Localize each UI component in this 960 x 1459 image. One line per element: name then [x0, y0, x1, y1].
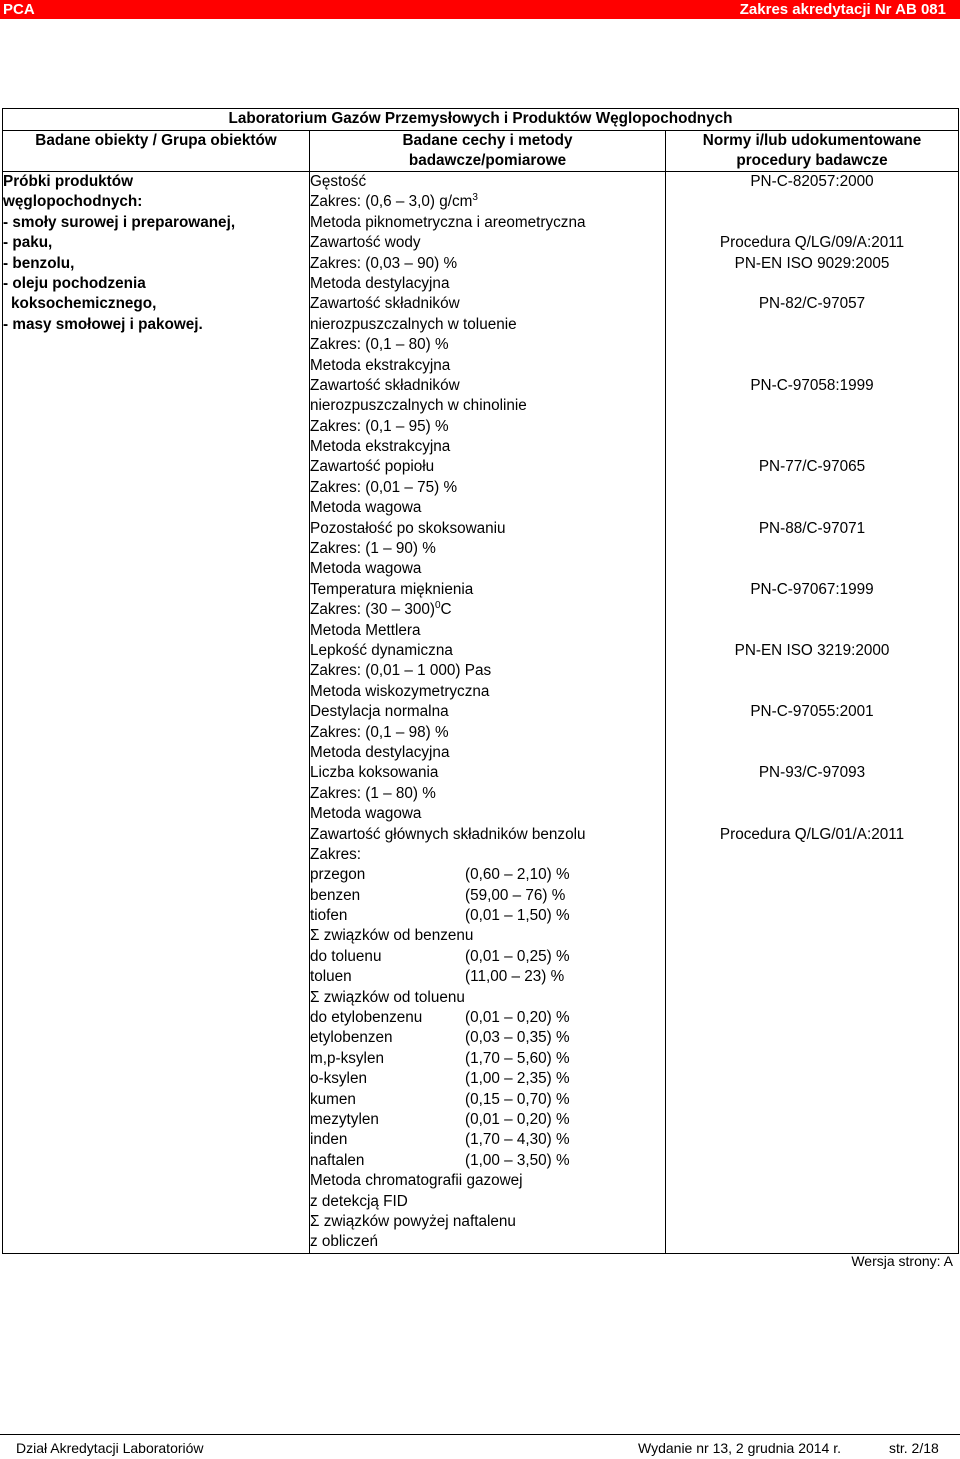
method-text: Temperatura mięknienia — [310, 580, 474, 598]
method-text: Zakres: (1 – 90) % — [310, 540, 436, 558]
method-text: Metoda wagowa — [310, 499, 422, 517]
method-line — [310, 539, 665, 559]
col-header-objects: Badane obiekty / Grupa obiektów — [3, 131, 310, 172]
method-line — [310, 172, 665, 192]
method-text: Zawartość składników — [310, 376, 460, 394]
norm-spacer — [666, 437, 958, 457]
norm-reference: PN-C-82057:2000 — [750, 173, 874, 190]
component-name: Σ związków od benzenu — [310, 927, 474, 945]
object-line: węglopochodnych: — [3, 193, 143, 211]
benzol-zakres: Zakres: — [310, 845, 361, 863]
norm-spacer — [666, 804, 958, 824]
norm-spacer — [666, 682, 958, 702]
norm-spacer — [666, 723, 958, 743]
benzol-component — [310, 1130, 665, 1150]
method-line — [310, 274, 665, 294]
norm-spacer — [666, 621, 958, 641]
method-line — [310, 315, 665, 335]
component-name: tiofen — [310, 907, 348, 925]
method-text: Zawartość składników — [310, 295, 460, 313]
method-text: Zakres: (1 – 80) % — [310, 784, 436, 802]
norm-spacer — [666, 335, 958, 355]
method-text: Metoda Mettlera — [310, 621, 421, 639]
benzol-title: Zawartość głównych składników benzolu — [310, 825, 586, 843]
method-line — [310, 478, 665, 498]
norm-reference: PN-93/C-97093 — [758, 764, 866, 782]
benzol-component — [310, 1049, 665, 1069]
header-right-label: Zakres akredytacji Nr AB 081 — [739, 1, 946, 18]
benzol-method-line: Metoda chromatografii gazowej — [310, 1172, 523, 1190]
col-header-methods — [310, 131, 666, 172]
method-line — [310, 213, 665, 233]
unit-suffix: C — [440, 601, 452, 619]
component-range: (1,00 – 3,50) % — [465, 1151, 570, 1169]
method-line — [310, 396, 665, 416]
method-line — [310, 559, 665, 579]
method-line — [310, 356, 665, 376]
component-name: Σ związków od toluenu — [310, 988, 465, 1006]
component-range: (0,60 – 2,10) % — [465, 866, 570, 884]
object-line: koksochemicznego, — [11, 295, 157, 313]
object-line: - paku, — [3, 234, 53, 252]
component-name: benzen — [310, 886, 361, 904]
col-header-norms — [666, 131, 959, 172]
method-line — [310, 335, 665, 355]
method-line — [310, 682, 665, 702]
benzol-component — [310, 1151, 665, 1171]
benzol-component — [310, 1110, 665, 1130]
norm-reference: Procedura Q/LG/01/A:2011 — [719, 825, 905, 843]
norm-reference: PN-C-97058:1999 — [750, 376, 874, 394]
benzol-component — [310, 1069, 665, 1089]
method-line — [310, 804, 665, 824]
object-line: - oleju pochodzenia — [3, 275, 146, 293]
method-text: Metoda destylacyjna — [310, 274, 450, 292]
norm-spacer — [666, 274, 958, 294]
norm-reference: PN-EN ISO 3219:2000 — [734, 641, 890, 659]
method-text: nierozpuszczalnych w toluenie — [310, 315, 517, 333]
benzol-component — [310, 1008, 665, 1028]
component-name: mezytylen — [310, 1110, 379, 1128]
footer-left: Dział Akredytacji Laboratoriów — [16, 1440, 204, 1456]
norm-spacer — [666, 784, 958, 804]
col-header-norms-line1: Normy i/lub udokumentowane — [702, 132, 922, 149]
object-line: Próbki produktów — [3, 173, 134, 190]
page-header-bar — [0, 0, 960, 19]
component-range: (11,00 – 23) % — [465, 968, 565, 986]
component-range: (0,15 – 0,70) % — [465, 1090, 570, 1108]
method-line — [310, 621, 665, 641]
norm-spacer — [666, 396, 958, 416]
component-range: (1,00 – 2,35) % — [465, 1070, 570, 1088]
col-header-methods-line1: Badane cechy i metody — [402, 132, 573, 149]
method-text: Metoda wagowa — [310, 805, 422, 823]
object-line: - masy smołowej i pakowej. — [3, 315, 203, 333]
method-text: Zakres: (0,1 – 80) % — [310, 336, 449, 354]
benzol-component — [310, 926, 665, 946]
superscript: 3 — [472, 192, 478, 204]
benzol-component — [310, 1090, 665, 1110]
component-name: przegon — [310, 866, 366, 884]
method-text: Zakres: (0,01 – 75) % — [310, 478, 458, 496]
method-text: Zawartość popiołu — [310, 458, 435, 476]
method-line — [310, 376, 665, 396]
component-name: m,p-ksylen — [310, 1049, 384, 1067]
method-text: Liczba koksowania — [310, 764, 439, 782]
norm-reference: PN-88/C-97071 — [758, 519, 866, 537]
benzol-method-line: Σ związków powyżej naftalenu — [310, 1212, 516, 1230]
method-text: Zakres: (0,03 – 90) % — [310, 254, 458, 272]
method-line — [310, 723, 665, 743]
page-version: Wersja strony: A — [851, 1253, 953, 1269]
col-header-norms-line2: procedury badawcze — [736, 152, 888, 169]
method-text: Metoda ekstrakcyjna — [310, 438, 451, 456]
norm-spacer — [666, 478, 958, 498]
component-range: (0,01 – 0,25) % — [465, 947, 570, 965]
component-name: do toluenu — [310, 947, 382, 965]
norm-reference: PN-C-97055:2001 — [750, 703, 874, 721]
method-text: Metoda piknometryczna i areometryczna — [310, 213, 586, 231]
component-range: (0,01 – 1,50) % — [465, 907, 570, 925]
superscript: 0 — [434, 600, 441, 612]
lab-title: Laboratorium Gazów Przemysłowych i Produktów Węglopochodnych — [3, 109, 959, 131]
component-range: (1,70 – 5,60) % — [465, 1049, 570, 1067]
component-name: do etylobenzenu — [310, 1009, 423, 1027]
norm-reference: Procedura Q/LG/09/A:2011 — [719, 234, 905, 252]
benzol-component — [310, 906, 665, 926]
method-line — [310, 233, 665, 253]
norm-reference: PN-C-97067:1999 — [750, 580, 874, 598]
norm-spacer — [666, 743, 958, 763]
method-line — [310, 661, 665, 681]
component-range: (0,03 – 0,35) % — [465, 1029, 570, 1047]
method-text: Pozostałość po skoksowaniu — [310, 519, 506, 537]
method-line — [310, 498, 665, 518]
component-name: etylobenzen — [310, 1029, 393, 1047]
method-line — [310, 294, 665, 314]
method-text: Metoda ekstrakcyjna — [310, 356, 451, 374]
norm-reference: PN-EN ISO 9029:2005 — [734, 254, 890, 272]
benzol-component — [310, 1028, 665, 1048]
component-name: inden — [310, 1131, 348, 1149]
accreditation-table — [2, 108, 959, 1254]
norm-reference: PN-77/C-97065 — [758, 458, 866, 476]
benzol-component — [310, 967, 665, 987]
method-line — [310, 641, 665, 661]
method-text: Gęstość — [310, 173, 367, 190]
method-text: Lepkość dynamiczna — [310, 641, 453, 659]
objects-cell — [3, 172, 310, 1254]
method-line — [310, 600, 665, 620]
component-name: toluen — [310, 968, 352, 986]
norm-spacer — [666, 661, 958, 681]
col-header-methods-line2: badawcze/pomiarowe — [408, 152, 567, 169]
method-line — [310, 457, 665, 477]
component-range: (1,70 – 4,30) % — [465, 1131, 570, 1149]
method-text: Metoda destylacyjna — [310, 743, 450, 761]
component-name: o-ksylen — [310, 1070, 367, 1088]
header-left-label: PCA — [3, 1, 35, 18]
norm-spacer — [666, 315, 958, 335]
footer-edition: Wydanie nr 13, 2 grudnia 2014 r. — [638, 1440, 842, 1456]
method-text: Metoda wagowa — [310, 560, 422, 578]
method-text: Metoda wiskozymetryczna — [310, 682, 490, 700]
benzol-component — [310, 886, 665, 906]
benzol-component — [310, 947, 665, 967]
method-text: Zakres: (0,01 – 1 000) Pas — [310, 662, 492, 680]
method-text: Zakres: (0,1 – 95) % — [310, 417, 449, 435]
component-range: (0,01 – 0,20) % — [465, 1110, 570, 1128]
component-name: naftalen — [310, 1151, 365, 1169]
component-range: (0,01 – 0,20) % — [465, 1009, 570, 1027]
norm-spacer — [666, 192, 958, 212]
component-name: kumen — [310, 1090, 356, 1108]
norms-cell — [666, 172, 959, 1254]
benzol-method-line: z obliczeń — [310, 1233, 379, 1251]
footer-divider — [0, 1434, 960, 1435]
norm-spacer — [666, 417, 958, 437]
benzol-component — [310, 988, 665, 1008]
benzol-method-line: z detekcją FID — [310, 1192, 408, 1210]
method-text: Zakres: (0,1 – 98) % — [310, 723, 449, 741]
component-range: (59,00 – 76) % — [465, 886, 566, 904]
norm-spacer — [666, 356, 958, 376]
benzol-component — [310, 865, 665, 885]
method-text: Destylacja normalna — [310, 703, 449, 721]
object-line: - benzolu, — [3, 254, 75, 272]
method-line — [310, 519, 665, 539]
method-text: Zakres: (0,6 – 3,0) g/cm — [310, 193, 473, 211]
object-line: - smoły surowej i preparowanej, — [3, 213, 236, 231]
method-text: nierozpuszczalnych w chinolinie — [310, 397, 527, 415]
method-line — [310, 580, 665, 600]
method-line — [310, 702, 665, 722]
method-line — [310, 417, 665, 437]
norm-spacer — [666, 498, 958, 518]
norm-spacer — [666, 600, 958, 620]
method-line — [310, 192, 665, 212]
method-line — [310, 763, 665, 783]
methods-cell — [310, 172, 666, 1254]
method-line — [310, 254, 665, 274]
method-line — [310, 743, 665, 763]
method-line — [310, 437, 665, 457]
norm-reference: PN-82/C-97057 — [758, 295, 866, 313]
method-text: Zakres: (30 – 300) — [310, 601, 435, 619]
footer-page-number: str. 2/18 — [889, 1440, 939, 1456]
norm-spacer — [666, 213, 958, 233]
norm-spacer — [666, 539, 958, 559]
norm-spacer — [666, 559, 958, 579]
method-text: Zawartość wody — [310, 234, 421, 252]
method-line — [310, 784, 665, 804]
